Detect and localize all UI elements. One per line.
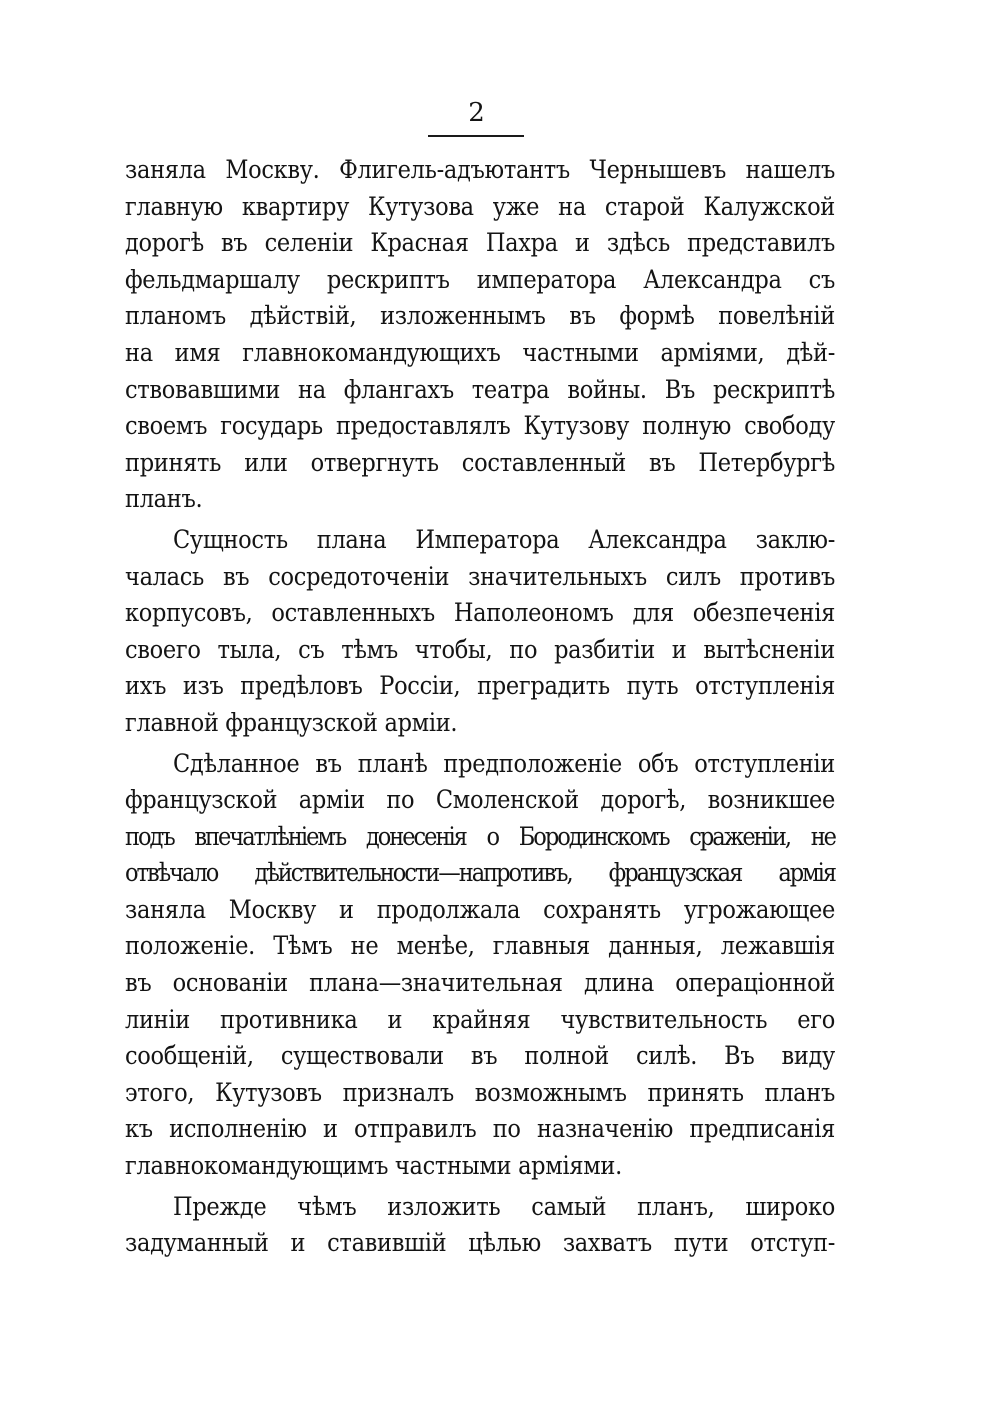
text-line: фельдмаршалу рескриптъ императора Александра съ — [125, 264, 835, 294]
text-line: положенiе. Тѣмъ не менѣе, главныя данныя, лежавшiя — [125, 931, 835, 961]
text-line: Прежде чѣмъ изложить самый планъ, широко — [173, 1191, 835, 1221]
text-line: своемъ государь предоставлялъ Кутузову полную свободу — [125, 411, 835, 441]
text-line: своего тыла, съ тѣмъ чтобы, по разбитiи и вытѣсненiи — [125, 634, 835, 664]
text-line: къ исполненiю и отправилъ по назначенiю предписанiя — [125, 1114, 835, 1144]
text-line: линiи противника и крайняя чувствительность его — [125, 1004, 835, 1034]
text-line: этого, Кутузовъ призналъ возможнымъ принять планъ — [125, 1077, 835, 1107]
text-line: французской армiи по Смоленской дорогѣ, возникшее — [125, 785, 835, 815]
text-line: ствовавшими на флангахъ театра войны. Въ рескриптѣ — [125, 374, 835, 404]
page-number: 2 — [468, 98, 486, 128]
text-line: заняла Москву. Флигель-адъютантъ Чернышевъ нашелъ — [125, 155, 835, 184]
header-rule — [428, 135, 524, 137]
text-line: главной французской армiи. — [125, 707, 458, 737]
text-line: заняла Москву и продолжала сохранять угрожающее — [125, 894, 835, 924]
text-line: главную квартиру Кутузова уже на старой Калужской — [125, 191, 835, 221]
text-line: Сущность плана Императора Александра заклю- — [173, 524, 835, 554]
text-line: дорогѣ въ селенiи Красная Пахра и здѣсь представилъ — [125, 228, 835, 258]
text-line: подъ впечатлѣнiемъ донесенiя о Бородинскомъ сраженiи, не — [125, 821, 835, 851]
text-line: планомъ дѣйствiй, изложеннымъ въ формѣ повелѣнiй — [125, 301, 835, 331]
text-line: Сдѣланное въ планѣ предположенiе объ отступленiи — [173, 748, 835, 778]
text-line: ихъ изъ предѣловъ Россiи, преградить путь отступленiя — [125, 671, 835, 701]
text-line: на имя главнокомандующихъ частными армiями, дѣй- — [125, 337, 835, 367]
text-line: главнокомандующимъ частными армiями. — [125, 1151, 622, 1181]
text-line: планъ. — [125, 484, 203, 514]
text-line: отвѣчало дѣйствительности—напротивъ, французская армiя — [125, 858, 835, 888]
text-line: корпусовъ, оставленныхъ Наполеономъ для обезпеченiя — [125, 598, 835, 628]
text-line: задуманный и ставившiй цѣлью захватъ пути отступ- — [125, 1228, 835, 1258]
text-line: чалась въ сосредоточенiи значительныхъ силъ противъ — [125, 561, 835, 591]
body-text — [125, 152, 835, 1262]
text-line: сообщенiй, существовали въ полной силѣ. Въ виду — [125, 1041, 835, 1071]
text-line: въ основанiи плана—значительная длина операцiонной — [125, 968, 835, 998]
text-line: принять или отвергнуть составленный въ Петербургѣ — [125, 447, 835, 477]
